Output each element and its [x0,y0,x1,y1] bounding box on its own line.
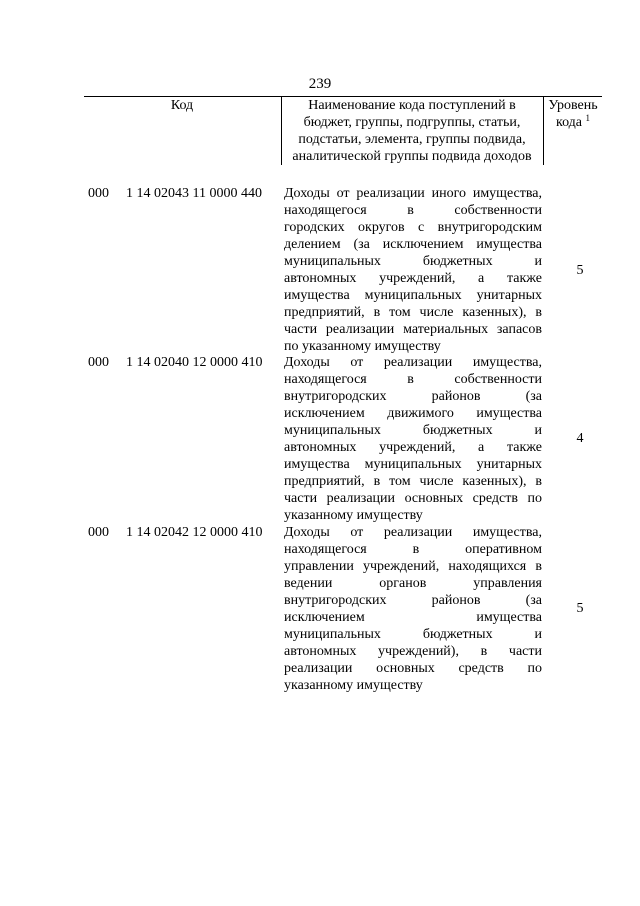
desc-line: автономных учреждений), в части [284,644,542,659]
header-name [281,97,543,165]
desc-line: исключением имущества [284,610,542,625]
desc-line: внутригородских районов (за [284,593,542,608]
desc-line: по указанному имуществу [284,339,441,354]
row-code: 1 14 02043 11 0000 440 [126,186,262,201]
header-name-line: бюджет, группы, подгруппы, статьи, [303,115,521,130]
desc-line: находящегося в собственности [284,203,542,218]
footnote-marker: 1 [585,113,591,123]
desc-line: делением (за исключением имущества [284,237,542,252]
desc-line: Доходы от реализации имущества, [284,525,542,540]
row-prefix: 000 [88,525,109,540]
row-level: 4 [576,431,584,446]
desc-line: автономных учреждений, а также [284,440,542,455]
desc-line: имущества муниципальных унитарных [284,457,542,472]
desc-line: предприятий, в том числе казенных), в [284,474,542,489]
header-level-word: кода [555,115,583,130]
desc-line: имущества муниципальных унитарных [284,288,542,303]
header-code: Код [170,98,194,113]
desc-line: находящегося в собственности [284,372,542,387]
desc-line: ведении органов управления [284,576,542,591]
row-description [284,354,542,524]
row-code: 1 14 02040 12 0000 410 [126,355,263,370]
desc-line: муниципальных бюджетных и [284,627,542,642]
desc-line: указанному имуществу [284,508,423,523]
header-level-line2 [544,114,602,131]
desc-line: внутригородских районов (за [284,389,542,404]
row-prefix: 000 [88,186,109,201]
desc-line: части реализации основных средств по [284,491,542,506]
page-number: 239 [308,76,332,92]
row-level: 5 [576,263,584,278]
header-level [544,97,602,165]
desc-line: городских округов с внутригородским [284,220,542,235]
desc-line: указанному имуществу [284,678,423,693]
desc-line: Доходы от реализации имущества, [284,355,542,370]
desc-line: Доходы от реализации иного имущества, [284,186,542,201]
desc-line: части реализации материальных запасов [284,322,542,337]
desc-line: управлении учреждений, находящихся в [284,559,542,574]
desc-line: исключением движимого имущества [284,406,542,421]
header-level-line1: Уровень [548,98,598,113]
header-name-line: аналитической группы подвида доходов [292,149,532,164]
desc-line: предприятий, в том числе казенных), в [284,305,542,320]
row-description [284,524,542,694]
desc-line: реализации основных средств по [284,661,542,676]
desc-line: находящегося в оперативном [284,542,542,557]
desc-line: муниципальных бюджетных и [284,423,542,438]
header-name-line: подстатьи, элемента, группы подвида, [298,132,526,147]
row-level: 5 [576,601,584,616]
desc-line: муниципальных бюджетных и [284,254,542,269]
desc-line: автономных учреждений, а также [284,271,542,286]
header-name-line: Наименование кода поступлений в [308,98,516,113]
row-code: 1 14 02042 12 0000 410 [126,525,263,540]
row-prefix: 000 [88,355,109,370]
row-description [284,185,542,355]
